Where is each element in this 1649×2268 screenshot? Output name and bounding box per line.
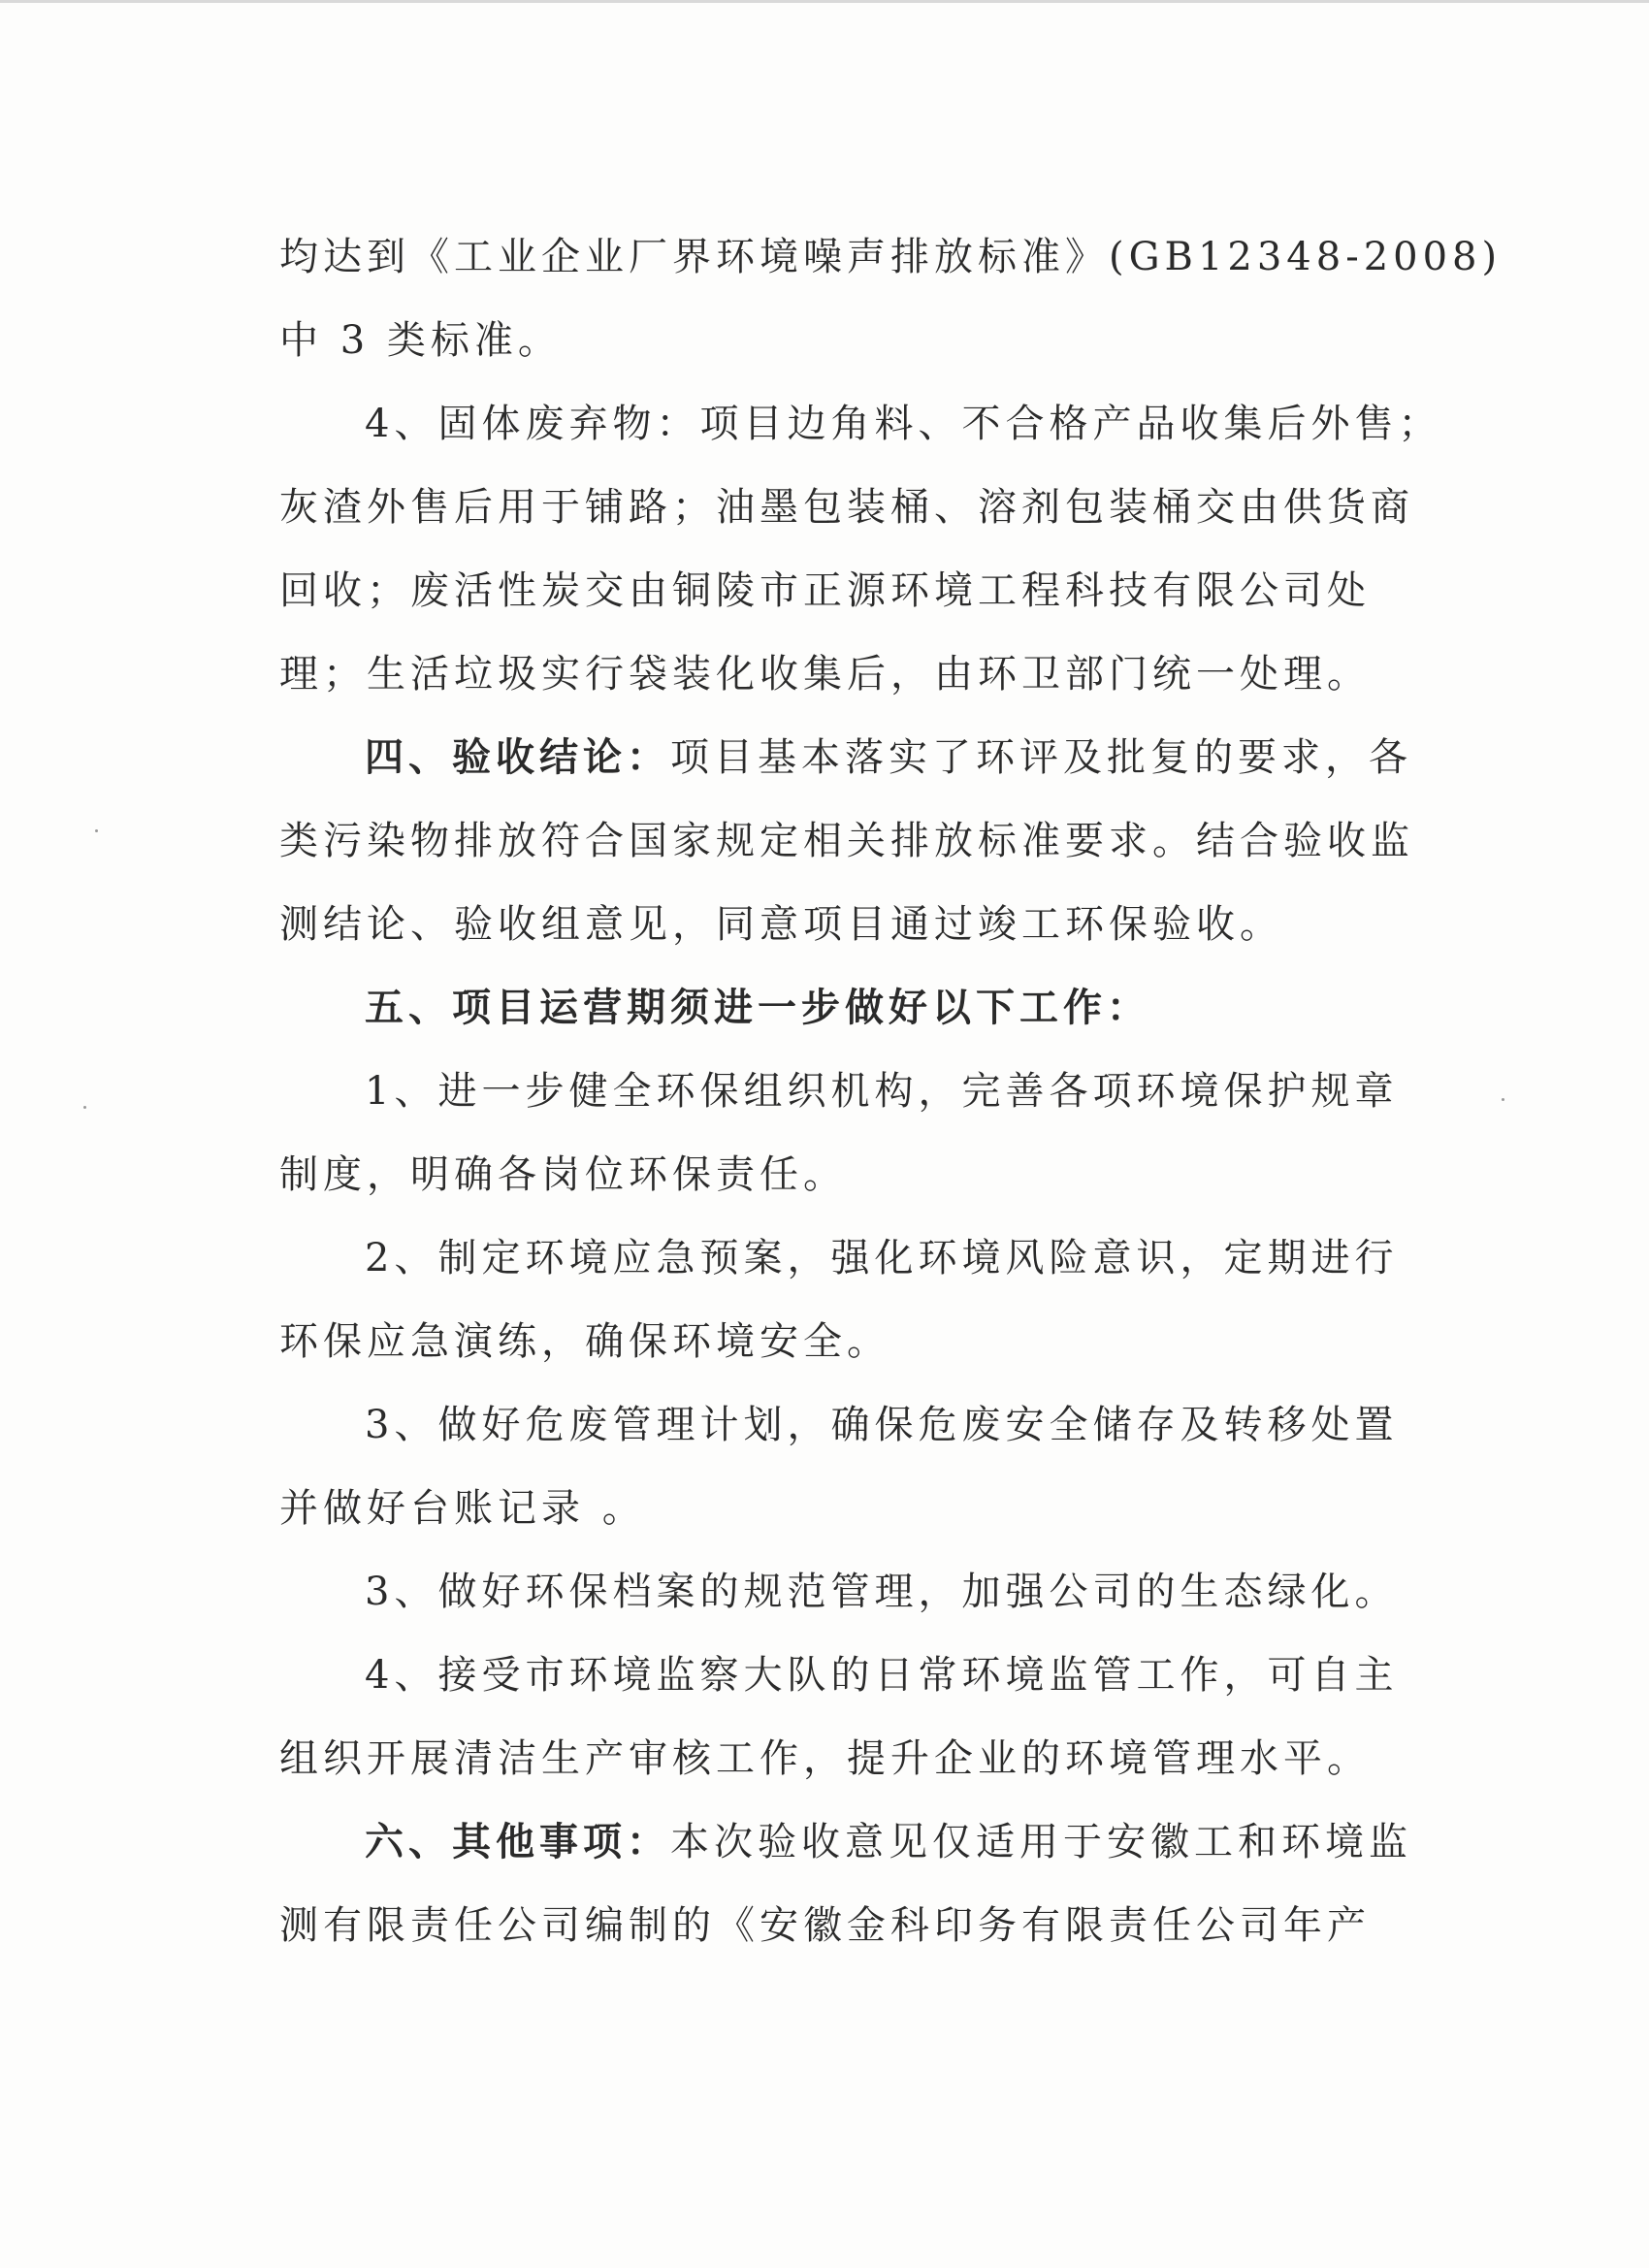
text-line: 制度，明确各岗位环保责任。 — [279, 1152, 847, 1197]
text-line — [279, 966, 1385, 1050]
text-line: 1、进一步健全环保组织机构，完善各项环境保护规章 — [365, 1069, 1399, 1114]
text-line: 3、做好危废管理计划，确保危废安全储存及转移处置 — [365, 1403, 1399, 1447]
section-text: 本次验收意见仅适用于安徽工和环境监 — [670, 1820, 1412, 1864]
section-text: 项目基本落实了环评及批复的要求，各 — [670, 735, 1412, 780]
scan-speck — [1502, 1098, 1504, 1101]
scan-speck — [83, 1106, 86, 1109]
text-line: 均达到《工业企业厂界环境噪声排放标准》(GB12348-2008) — [279, 235, 1503, 279]
text-line: 类污染物排放符合国家规定相关排放标准要求。结合验收监 — [279, 819, 1414, 863]
text-line: 灰渣外售后用于铺路；油墨包装桶、溶剂包装桶交由供货商 — [279, 485, 1414, 530]
text-line: 测有限责任公司编制的《安徽金科印务有限责任公司年产 — [279, 1903, 1371, 1948]
scan-speck — [95, 829, 98, 832]
section-heading: 五、项目运营期须进一步做好以下工作： — [365, 985, 1150, 1030]
section-heading: 六、其他事项： — [365, 1819, 670, 1864]
scan-top-edge — [0, 0, 1649, 3]
text-line — [279, 716, 1412, 799]
text-line: 并做好台账记录 。 — [279, 1486, 646, 1531]
text-line: 测结论、验收组意见，同意项目通过竣工环保验收。 — [279, 902, 1283, 947]
text-line: 4、接受市环境监察大队的日常环境监管工作，可自主 — [365, 1653, 1399, 1698]
text-line: 4、固体废弃物：项目边角料、不合格产品收集后外售； — [365, 402, 1442, 446]
document-page — [279, 215, 1503, 1967]
text-line: 组织开展清洁生产审核工作，提升企业的环境管理水平。 — [279, 1736, 1371, 1781]
text-line: 回收；废活性炭交由铜陵市正源环境工程科技有限公司处 — [279, 568, 1371, 613]
text-line: 理；生活垃圾实行袋装化收集后，由环卫部门统一处理。 — [279, 652, 1371, 697]
text-line — [279, 1800, 1412, 1884]
text-line: 3、做好环保档案的规范管理，加强公司的生态绿化。 — [365, 1570, 1399, 1614]
text-line: 中 3 类标准。 — [279, 318, 562, 363]
section-heading: 四、验收结论： — [365, 734, 670, 780]
text-line: 2、制定环境应急预案，强化环境风险意识，定期进行 — [365, 1236, 1399, 1280]
text-line: 环保应急演练，确保环境安全。 — [279, 1319, 890, 1364]
